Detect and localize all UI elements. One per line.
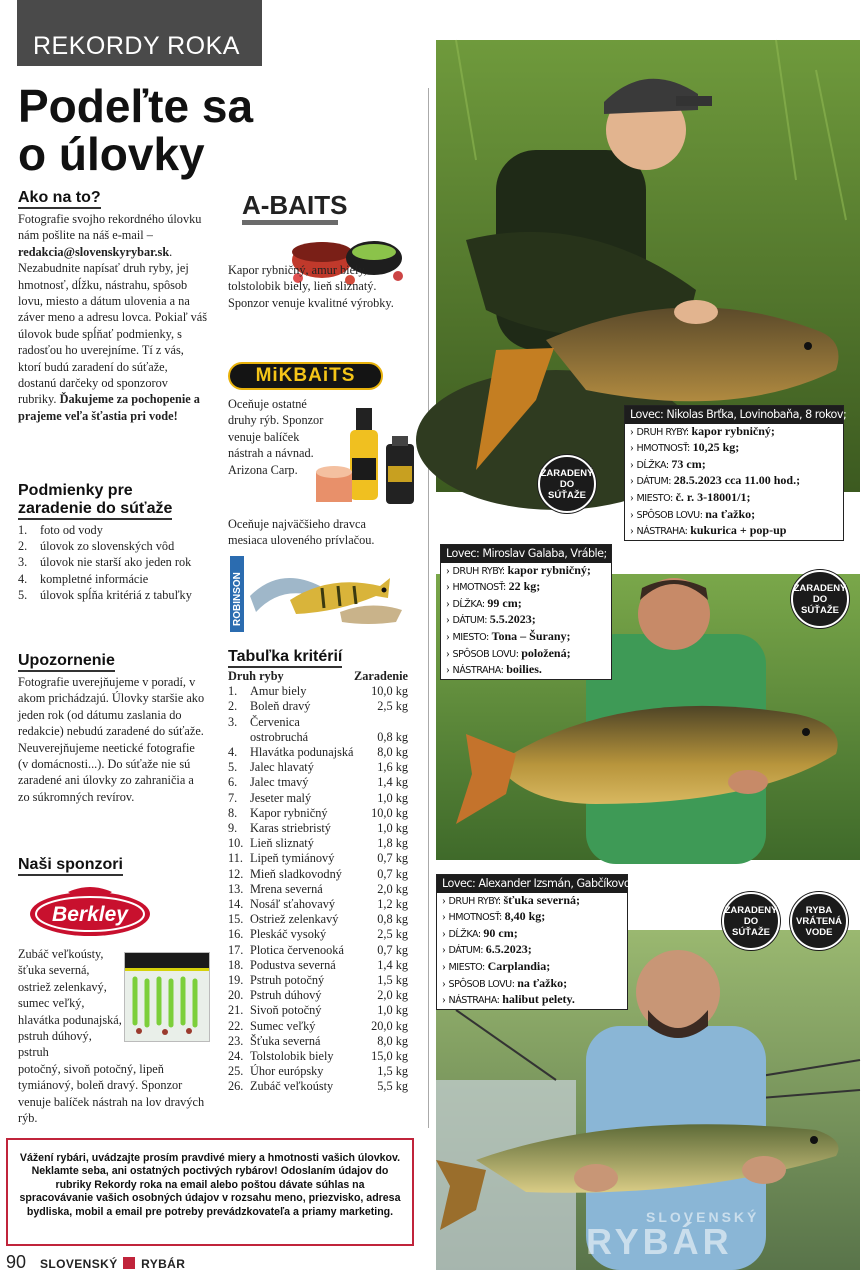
field-key: DÁTUM: (452, 615, 487, 627)
warning-heading: Upozornenie (18, 652, 115, 672)
row-index: 2. (228, 699, 238, 714)
berkley-logo (28, 884, 152, 940)
abaits-logo-text: A-BAITS (242, 190, 348, 220)
row-threshold: 10,0 kg (371, 684, 408, 699)
watermark-top: SLOVENSKÝ (646, 1209, 760, 1225)
robinson-logo-text: ROBINSON (232, 572, 243, 626)
row-index: 25. (228, 1064, 244, 1079)
table-row (228, 973, 408, 988)
catch-field (437, 893, 627, 910)
chevron-right-icon: › (442, 977, 449, 990)
row-index: 14. (228, 897, 244, 912)
catch-field (441, 612, 611, 629)
berkley-logo-text: Berkley (52, 903, 128, 926)
chevron-right-icon: › (630, 525, 637, 538)
field-key: MIESTO: (636, 492, 673, 504)
badge-released: RYBA VRÁTENÁ VODE (790, 892, 848, 950)
table-row (228, 806, 408, 821)
chevron-right-icon: › (630, 508, 637, 521)
notice-box: Vážení rybári, uvádzajte prosím pravdivé miery a hmotnosti vašich úlovkov. Neklamte seba, ani ostatných poctivých rybárov! Odoslaním údajov do rubriky Rekordy roka na email alebo poštou dávate súhlas na spracovávanie vašich osobných údajov v rozsahu meno, priezvisko, adresa bydliska, mobil a email pre potreby prevádzkovateľa a priamy marketing. (6, 1138, 414, 1246)
conditions-list (18, 522, 208, 603)
field-key: NÁSTRAHA: (452, 665, 504, 677)
row-species: Plotica červenooká (250, 942, 344, 957)
catch-field (625, 523, 843, 540)
footer-brand-left: SLOVENSKÝ (40, 1257, 118, 1271)
row-index: 8. (228, 805, 238, 820)
mikbaits-logo (228, 362, 383, 390)
table-row (228, 760, 408, 775)
row-threshold: 2,0 kg (377, 881, 408, 896)
catch-info-2 (440, 544, 612, 680)
chevron-right-icon: › (442, 944, 449, 957)
fish-hook-icon (123, 1257, 135, 1269)
mikbaits-logo-text: MiKBAiTS (255, 365, 356, 386)
chevron-right-icon: › (446, 614, 453, 627)
field-value: Tona – Šurany; (491, 628, 571, 643)
field-value: 8,40 kg; (504, 909, 546, 924)
chevron-right-icon: › (446, 630, 453, 643)
criteria-table (228, 669, 408, 1095)
table-row (228, 715, 408, 745)
criteria-rows (228, 684, 408, 1094)
row-index: 6. (228, 775, 238, 790)
catch-info-1 (624, 405, 847, 541)
field-key: HMOTNOSŤ: (452, 582, 506, 594)
page-title-line-2: o úlovky (18, 128, 205, 180)
row-index: 10. (228, 836, 244, 851)
row-threshold: 8,0 kg (377, 745, 408, 760)
row-threshold: 8,0 kg (377, 1033, 408, 1048)
field-value: 99 cm; (487, 595, 522, 610)
list-item: 3. úlovok nie starší ako jeden rok (18, 555, 192, 570)
field-key: MIESTO: (448, 961, 485, 973)
badge-ranked: ZARADENÝ DO SÚŤAŽE (791, 570, 849, 628)
robinson-text: Oceňuje najväčšieho dravca mesiaca uloveného prívlačou. (228, 517, 375, 548)
field-value: 6.5.2023; (485, 942, 532, 957)
chevron-right-icon: › (442, 894, 449, 907)
chevron-right-icon: › (442, 960, 449, 973)
row-species: Lipeň tymiánový (250, 851, 335, 866)
page-title (18, 82, 438, 178)
field-key: DÁTUM: (448, 945, 483, 957)
field-key: NÁSTRAHA: (448, 995, 500, 1007)
field-key: DRUH RYBY: (452, 565, 505, 577)
chevron-right-icon: › (442, 994, 449, 1007)
list-item: 5. úlovok spĺňa kritériá z tabuľky (18, 587, 192, 602)
table-row (228, 1034, 408, 1049)
row-index: 12. (228, 866, 244, 881)
table-row (228, 867, 408, 882)
catch-field (441, 563, 611, 580)
col-threshold: Zaradenie (354, 669, 408, 683)
row-species: Červenica ostrobruchá (250, 714, 309, 744)
row-species: Sivoň potočný (250, 1003, 322, 1018)
how-to-heading: Ako na to? (18, 189, 101, 209)
field-value: položená; (521, 645, 571, 660)
catch-field (441, 596, 611, 613)
table-row (228, 943, 408, 958)
row-index: 9. (228, 821, 238, 836)
chevron-right-icon: › (446, 664, 453, 677)
table-header (228, 669, 408, 684)
row-species: Amur biely (250, 684, 307, 699)
row-index: 26. (228, 1079, 244, 1094)
field-value: 22 kg; (508, 579, 541, 594)
catch-fields-2 (441, 563, 611, 679)
row-threshold: 1,5 kg (377, 973, 408, 988)
conditions-heading-line-2: zaradenie do súťaže (18, 500, 172, 520)
row-threshold: 1,2 kg (377, 897, 408, 912)
chevron-right-icon: › (446, 597, 453, 610)
row-index: 16. (228, 927, 244, 942)
catch-hunter-3: Lovec: Alexander Izsmán, Gabčíkovo; (437, 875, 627, 893)
field-key: NÁSTRAHA: (636, 526, 688, 538)
catch-info-3 (436, 874, 634, 1010)
table-row (228, 1064, 408, 1079)
field-value: kukurica + pop-up (690, 523, 787, 538)
row-species: Karas striebristý (250, 821, 331, 836)
berkley-product-image (124, 952, 210, 1042)
catch-field (437, 959, 627, 976)
row-species: Nosáľ sťahovavý (250, 897, 336, 912)
row-species: Pleskáč vysoký (250, 927, 327, 942)
row-threshold: 2,0 kg (377, 988, 408, 1003)
row-species: Jalec tmavý (250, 775, 309, 790)
berkley-text-a: Zubáč veľkoústy, šťuka severná, ostriež zelenkavý, sumec veľký, hlavátka podunajská, pstruh dúhový, pstruh (18, 947, 122, 1060)
chevron-right-icon: › (446, 564, 453, 577)
page-number: 90 (6, 1252, 27, 1272)
catch-field (625, 490, 843, 507)
row-threshold: 1,4 kg (377, 957, 408, 972)
field-value: halibut pelety. (502, 992, 575, 1007)
column-divider (428, 88, 429, 1128)
conditions-heading-line-1: Podmienky pre (18, 482, 133, 499)
col-species: Druh ryby (228, 669, 284, 683)
row-threshold: 2,5 kg (377, 927, 408, 942)
chevron-right-icon: › (630, 425, 637, 438)
catch-hunter-2: Lovec: Miroslav Galaba, Vráble; (441, 545, 611, 563)
table-row (228, 1003, 408, 1018)
row-threshold: 1,4 kg (377, 775, 408, 790)
how-to-section (18, 189, 208, 424)
field-key: HMOTNOSŤ: (448, 912, 502, 924)
row-threshold: 5,5 kg (377, 1079, 408, 1094)
row-species: Mieň sladkovodný (250, 866, 342, 881)
catch-fields-1 (625, 424, 843, 540)
sponsors-heading: Naši sponzori (18, 856, 123, 876)
table-row (228, 836, 408, 851)
watermark-bottom: RYBÁR (586, 1221, 733, 1262)
conditions-section (18, 482, 208, 603)
table-row (228, 851, 408, 866)
row-threshold: 15,0 kg (371, 1049, 408, 1064)
how-to-intro: Fotografie svojho rekordného úlovku nám pošlite na náš e-mail – (18, 212, 202, 243)
field-key: SPÔSOB LOVU: (448, 978, 515, 990)
row-species: Sumec veľký (250, 1018, 316, 1033)
row-species: Tolstolobik biely (250, 1049, 334, 1064)
table-row (228, 775, 408, 790)
row-threshold: 20,0 kg (371, 1018, 408, 1033)
row-index: 22. (228, 1018, 244, 1033)
field-value: 5.5.2023; (489, 612, 536, 627)
chevron-right-icon: › (442, 927, 449, 940)
list-item: 4. kompletné informácie (18, 571, 149, 586)
table-row (228, 791, 408, 806)
table-row (228, 897, 408, 912)
row-threshold: 0,8 kg (377, 729, 408, 744)
how-to-body: . Nezabudnite napísať druh ryby, jej hmotnosť, dĺžku, nástrahu, spôsob lovu, miesto a dátum ulovenia a na záver meno a adresu lovca. Pokiaľ váš úlovok bude spĺňať podmienky, s radosťou ho uverejníme. Tí z vás, ktorí budú zaradení do súťaže, dostanú darčeky od sponzorov rubriky. (18, 244, 208, 407)
row-threshold: 1,8 kg (377, 836, 408, 851)
field-value: kapor rybničný; (507, 562, 591, 577)
row-threshold: 10,0 kg (371, 805, 408, 820)
list-item: 1. foto od vody (18, 523, 103, 537)
watermark (586, 1210, 759, 1260)
row-index: 23. (228, 1033, 244, 1048)
robinson-product-image (230, 556, 410, 632)
table-row (228, 927, 408, 942)
field-key: DĹŽKA: (448, 928, 481, 940)
row-species: Hlavátka podunajská (250, 745, 354, 760)
field-value: 28.5.2023 cca 11.00 hod.; (673, 473, 801, 488)
catch-field (625, 457, 843, 474)
field-key: DĹŽKA: (636, 459, 669, 471)
field-value: na ťažko; (705, 506, 756, 521)
chevron-right-icon: › (442, 911, 449, 924)
badge-ranked: ZARADENÝ DO SÚŤAŽE (722, 892, 780, 950)
table-row (228, 882, 408, 897)
row-species: Ostriež zelenkavý (250, 912, 339, 927)
table-row (228, 1049, 408, 1064)
chevron-right-icon: › (446, 581, 453, 594)
row-species: Podustva severná (250, 957, 336, 972)
row-species: Pstruh potočný (250, 973, 325, 988)
catch-field (625, 424, 843, 441)
catch-fields-3 (437, 893, 627, 1009)
catch-field (437, 942, 627, 959)
field-key: MIESTO: (452, 631, 489, 643)
row-index: 13. (228, 881, 244, 896)
row-species: Boleň dravý (250, 699, 311, 714)
row-index: 4. (228, 745, 238, 760)
catch-field (437, 926, 627, 943)
catch-field (437, 909, 627, 926)
table-row (228, 684, 408, 699)
chevron-right-icon: › (630, 475, 637, 488)
catch-field (437, 992, 627, 1009)
catch-field (441, 662, 611, 679)
field-value: č. r. 3-18001/1; (675, 489, 751, 504)
chevron-right-icon: › (630, 458, 637, 471)
field-key: DRUH RYBY: (448, 895, 501, 907)
catch-field (441, 629, 611, 646)
field-value: 73 cm; (671, 456, 706, 471)
row-index: 7. (228, 790, 238, 805)
catch-hunter-1: Lovec: Nikolas Brťka, Lovinobaňa, 8 rokov; (625, 406, 843, 424)
row-species: Úhor európsky (250, 1064, 324, 1079)
table-row (228, 745, 408, 760)
mikbaits-text: Oceňuje ostatné druhy rýb. Sponzor venuje balíček nástrah a návnad. Arizona Carp. (228, 397, 324, 477)
list-item: 2. úlovok zo slovenských vôd (18, 539, 175, 554)
row-threshold: 1,6 kg (377, 760, 408, 775)
abaits-text: Kapor rybničný, amur biely, tolstolobik biely, lieň sliznatý. Sponzor venuje kvalitné výrobky. (228, 263, 394, 310)
table-row (228, 912, 408, 927)
catch-field (625, 440, 843, 457)
row-species: Mrena severná (250, 881, 323, 896)
field-value: kapor rybničný; (691, 423, 775, 438)
how-to-text (18, 211, 208, 424)
field-key: SPÔSOB LOVU: (636, 509, 703, 521)
row-species: Pstruh dúhový (250, 988, 322, 1003)
row-threshold: 1,5 kg (377, 1064, 408, 1079)
row-species: Jeseter malý (250, 790, 312, 805)
row-index: 19. (228, 973, 244, 988)
field-value: Carplandia; (487, 958, 551, 973)
row-index: 1. (228, 684, 238, 699)
badge-ranked: ZARADENÝ DO SÚŤAŽE (538, 455, 596, 513)
catch-field (625, 507, 843, 524)
row-index: 18. (228, 957, 244, 972)
row-index: 15. (228, 912, 244, 927)
row-species: Zubáč veľkoústy (250, 1079, 334, 1094)
row-threshold: 0,7 kg (377, 851, 408, 866)
chevron-right-icon: › (446, 647, 453, 660)
criteria-heading: Tabuľka kritérií (228, 648, 342, 668)
mikbaits-product-image (316, 408, 430, 510)
conditions-heading (18, 482, 172, 520)
row-threshold: 0,8 kg (377, 912, 408, 927)
field-key: HMOTNOSŤ: (636, 443, 690, 455)
field-value: 90 cm; (483, 925, 518, 940)
row-index: 24. (228, 1049, 244, 1064)
row-index: 3. (228, 714, 238, 729)
catch-field (625, 473, 843, 490)
table-row (228, 699, 408, 714)
row-index: 21. (228, 1003, 244, 1018)
field-value: boilies. (506, 662, 542, 677)
table-row (228, 1079, 408, 1094)
row-threshold: 2,5 kg (377, 699, 408, 714)
catch-field (441, 579, 611, 596)
contact-email[interactable]: redakcia@slovenskyrybar.sk (18, 244, 170, 259)
row-threshold: 0,7 kg (377, 866, 408, 881)
field-value: šťuka severná; (503, 892, 581, 907)
table-row (228, 1019, 408, 1034)
berkley-text: potočný, sivoň potočný, lipeň tymiánový, boleň dravý. Sponzor venuje balíček nástrah na lov dravých rýb. (18, 1062, 205, 1126)
section-tag: REKORDY ROKA (17, 0, 262, 66)
row-threshold: 0,7 kg (377, 942, 408, 957)
warning-text: Fotografie uverejňujeme v poradí, v akom prichádzajú. Úlovky staršie ako jeden rok (od dátumu zaslania do redakcie) nebudú zaradené do súťaže. Neuverejňujeme neetické fotografie (v domácnosti...). Do súťaže nie sú zaradené ani úlovky zo zahraničia a zo súkromných revírov. (18, 675, 205, 804)
table-row (228, 821, 408, 836)
field-key: DÁTUM: (636, 476, 671, 488)
row-threshold: 1,0 kg (377, 1003, 408, 1018)
warning-section (18, 652, 208, 805)
row-threshold: 1,0 kg (377, 790, 408, 805)
footer-brand-right: RYBÁR (141, 1257, 186, 1271)
page-title-line-1: Podeľte sa (18, 80, 254, 132)
catch-field (437, 976, 627, 993)
field-key: DĹŽKA: (452, 598, 485, 610)
chevron-right-icon: › (630, 491, 637, 504)
field-key: DRUH RYBY: (636, 426, 689, 438)
field-value: na ťažko; (517, 975, 568, 990)
row-species: Jalec hlavatý (250, 760, 314, 775)
footer-brand (40, 1257, 185, 1271)
sponsors-section (18, 856, 218, 876)
row-index: 5. (228, 760, 238, 775)
field-key: SPÔSOB LOVU: (452, 648, 519, 660)
chevron-right-icon: › (630, 442, 637, 455)
row-species: Kapor rybničný (250, 805, 328, 820)
table-row (228, 958, 408, 973)
row-index: 17. (228, 942, 244, 957)
row-index: 11. (228, 851, 243, 866)
row-species: Šťuka severná (250, 1033, 321, 1048)
how-to-thanks: Ďakujeme za pochopenie a prajeme veľa šťastia pri vode! (18, 392, 200, 423)
row-species: Lieň sliznatý (250, 836, 314, 851)
row-index: 20. (228, 988, 244, 1003)
row-threshold: 1,0 kg (377, 821, 408, 836)
field-value: 10,25 kg; (692, 440, 740, 455)
table-row (228, 988, 408, 1003)
catch-field (441, 646, 611, 663)
